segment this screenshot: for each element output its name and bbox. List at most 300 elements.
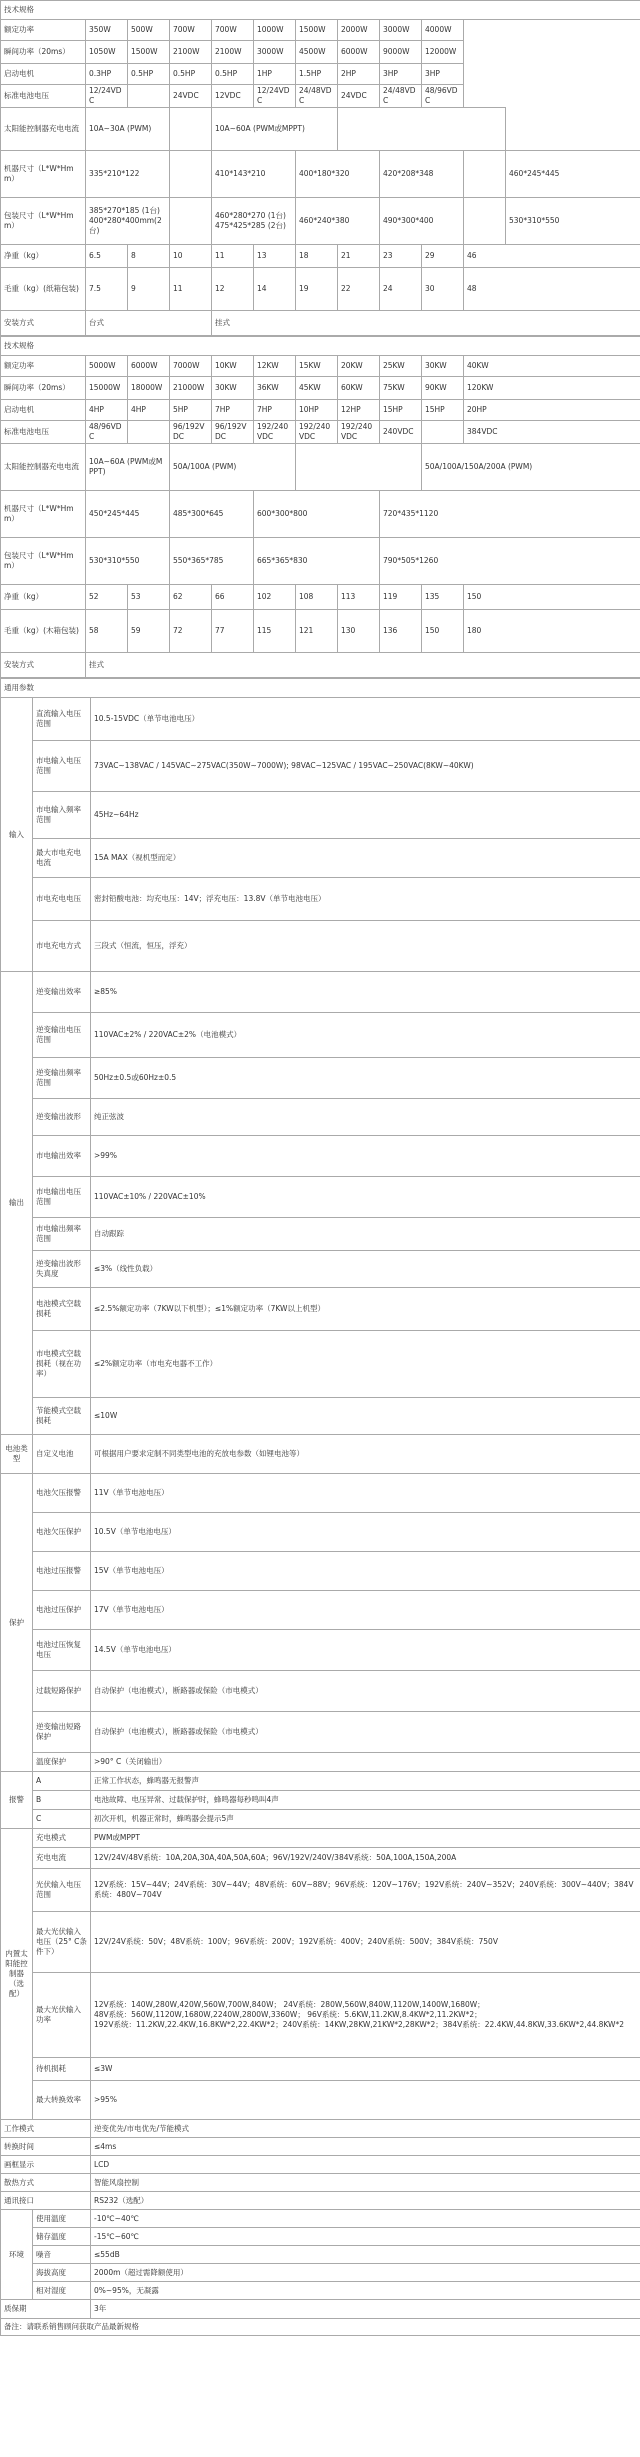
spec-cell: 30KW xyxy=(422,356,464,377)
spec-cell: 15HP xyxy=(380,400,422,421)
param-row xyxy=(1,1435,640,1474)
param-row xyxy=(1,2246,640,2264)
param-row xyxy=(1,1058,640,1099)
param-value: 逆变优先/市电优先/节能模式 xyxy=(91,2120,640,2138)
param-value: -15℃~60℃ xyxy=(91,2228,640,2246)
spec-cell: 0.5HP xyxy=(128,64,170,85)
spec-cell: 22 xyxy=(338,268,380,311)
param-row xyxy=(1,1671,640,1712)
spec-cell: 12VDC xyxy=(212,85,254,108)
spec-cell: 460*280*270 (1台) 475*425*285 (2台) xyxy=(212,198,296,245)
spec-cell: 4HP xyxy=(86,400,128,421)
spec-cell: 1000W xyxy=(254,20,296,41)
spec-cell: 24/48VDC xyxy=(296,85,338,108)
param-label: 散热方式 xyxy=(1,2174,91,2192)
spec-cell: 384VDC xyxy=(464,421,640,444)
param-row xyxy=(1,1513,640,1552)
spec-cell: 12HP xyxy=(338,400,380,421)
spec-cell: 530*310*550 xyxy=(86,538,170,585)
params-title: 通用参数 xyxy=(1,679,640,698)
param-value: ≤4ms xyxy=(91,2138,640,2156)
spec-cell: 62 xyxy=(170,585,212,610)
param-row xyxy=(1,1288,640,1331)
param-row xyxy=(1,1973,640,2058)
param-row xyxy=(1,2058,640,2081)
param-value: 12V/24V/48V系统：10A,20A,30A,40A,50A,60A；96V/192V/240V/384V系统：50A,100A,150A,200A xyxy=(91,1848,640,1869)
spec-cell: 2000W xyxy=(338,20,380,41)
param-label: 逆变输出频率范围 xyxy=(33,1058,91,1099)
param-label: 逆变输出效率 xyxy=(33,972,91,1013)
spec-cell: 5HP xyxy=(170,400,212,421)
spec-cell: 119 xyxy=(380,585,422,610)
param-row xyxy=(1,1474,640,1513)
spec-cell: 59 xyxy=(128,610,170,653)
spec-cell: 1.5HP xyxy=(296,64,338,85)
param-value: 45Hz~64Hz xyxy=(91,792,640,839)
row-label: 净重（kg） xyxy=(1,585,86,610)
spec-row xyxy=(1,245,640,268)
param-row xyxy=(1,2120,640,2138)
param-row xyxy=(1,1829,640,1848)
spec-cell: 53 xyxy=(128,585,170,610)
spec-cell: 720*435*1120 xyxy=(380,491,640,538)
spec-row xyxy=(1,198,640,245)
spec-row xyxy=(1,85,640,108)
spec-cell: 77 xyxy=(212,610,254,653)
param-value: 15A MAX（视机型而定） xyxy=(91,839,640,878)
spec-cell: 50A/100A/150A/200A (PWM) xyxy=(422,444,640,491)
spec-row xyxy=(1,538,640,585)
param-value: 可根据用户要求定制不同类型电池的充放电参数（如锂电池等） xyxy=(91,1435,640,1474)
param-label: 最大市电充电电流 xyxy=(33,839,91,878)
group-label: 内置太阳能控制器（选配） xyxy=(1,1829,33,2120)
group-label: 输出 xyxy=(1,972,33,1435)
row-label: 太阳能控制器充电电流 xyxy=(1,444,86,491)
spec-cell: 6000W xyxy=(128,356,170,377)
spec-cell: 192/240VDC xyxy=(338,421,380,444)
table2 xyxy=(0,336,640,678)
spec-cell: 15KW xyxy=(296,356,338,377)
spec-cell xyxy=(296,444,422,491)
spec-cell: 115 xyxy=(254,610,296,653)
spec-cell: 0.5HP xyxy=(212,64,254,85)
param-label: 逆变输出波形 xyxy=(33,1099,91,1136)
param-value: 智能风扇控制 xyxy=(91,2174,640,2192)
spec-row xyxy=(1,444,640,491)
param-label: 储存温度 xyxy=(33,2228,91,2246)
param-value: 10.5-15VDC（单节电池电压） xyxy=(91,698,640,741)
spec-cell: 108 xyxy=(296,585,338,610)
row-label: 启动电机 xyxy=(1,400,86,421)
param-row xyxy=(1,1218,640,1251)
spec-cell: 48/96VDC xyxy=(86,421,128,444)
param-row xyxy=(1,1013,640,1058)
param-row xyxy=(1,1712,640,1753)
footer-note: 备注：请联系销售顾问获取产品最新规格 xyxy=(1,2319,640,2336)
param-value: ≤10W xyxy=(91,1398,640,1435)
spec-cell: 350W xyxy=(86,20,128,41)
param-label: C xyxy=(33,1810,91,1829)
param-label: 市电输出电压范围 xyxy=(33,1177,91,1218)
spec-cell: 12/24VDC xyxy=(254,85,296,108)
spec-cell: 3HP xyxy=(380,64,422,85)
spec-cell: 400*180*320 xyxy=(296,151,380,198)
section-title: 技术规格 xyxy=(1,1,640,20)
param-row xyxy=(1,2210,640,2228)
row-label: 启动电机 xyxy=(1,64,86,85)
param-label: B xyxy=(33,1791,91,1810)
param-row xyxy=(1,1099,640,1136)
spec-cell: 490*300*400 xyxy=(380,198,464,245)
spec-cell: 150 xyxy=(422,610,464,653)
spec-row xyxy=(1,356,640,377)
spec-cell: 460*245*445 xyxy=(506,151,640,198)
spec-cell: 460*240*380 xyxy=(296,198,380,245)
param-row xyxy=(1,1552,640,1591)
spec-cell: 1500W xyxy=(128,41,170,64)
spec-row xyxy=(1,108,640,151)
spec-row xyxy=(1,653,640,678)
param-row xyxy=(1,2228,640,2246)
spec-cell: 23 xyxy=(380,245,422,268)
spec-row xyxy=(1,610,640,653)
param-row xyxy=(1,1630,640,1671)
param-label: 市电输入频率范围 xyxy=(33,792,91,839)
spec-cell: 7.5 xyxy=(86,268,128,311)
spec-cell: 12KW xyxy=(254,356,296,377)
spec-row xyxy=(1,20,640,41)
group-label: 输入 xyxy=(1,698,33,972)
spec-cell: 3000W xyxy=(380,20,422,41)
spec-cell: 192/240VDC xyxy=(254,421,296,444)
spec-cell: 4000W xyxy=(422,20,464,41)
param-label: 温度保护 xyxy=(33,1753,91,1772)
spec-cell: 2HP xyxy=(338,64,380,85)
spec-cell: 72 xyxy=(170,610,212,653)
spec-cell: 121 xyxy=(296,610,338,653)
param-label: 节能模式空载损耗 xyxy=(33,1398,91,1435)
param-label: 市电充电方式 xyxy=(33,921,91,972)
spec-cell: 10A~30A (PWM) xyxy=(86,108,170,151)
spec-cell: 19 xyxy=(296,268,338,311)
spec-cell: 21 xyxy=(338,245,380,268)
param-value: 0%~95%，无凝露 xyxy=(91,2282,640,2300)
param-value: 14.5V（单节电池电压） xyxy=(91,1630,640,1671)
spec-cell: 12/24VDC xyxy=(86,85,128,108)
param-row xyxy=(1,921,640,972)
param-label: 市电模式空载损耗（视在功率） xyxy=(33,1331,91,1398)
spec-cell: 96/192VDC xyxy=(212,421,254,444)
param-row xyxy=(1,972,640,1013)
spec-cell: 6.5 xyxy=(86,245,128,268)
spec-row xyxy=(1,491,640,538)
param-row xyxy=(1,2300,640,2319)
spec-cell: 10A~60A (PWM或MPPT) xyxy=(86,444,170,491)
spec-cell: 48/96VDC xyxy=(422,85,464,108)
param-label: 噪音 xyxy=(33,2246,91,2264)
param-row xyxy=(1,2138,640,2156)
spec-cell: 15HP xyxy=(422,400,464,421)
param-label: 画框显示 xyxy=(1,2156,91,2174)
spec-cell: 420*208*348 xyxy=(380,151,464,198)
param-row xyxy=(1,878,640,921)
group-label: 环境 xyxy=(1,2210,33,2300)
param-value: ≤2%额定功率（市电充电器不工作） xyxy=(91,1331,640,1398)
spec-row xyxy=(1,64,640,85)
spec-cell: 7HP xyxy=(212,400,254,421)
spec-cell: 790*505*1260 xyxy=(380,538,640,585)
spec-cell: 485*300*645 xyxy=(170,491,254,538)
row-label: 安装方式 xyxy=(1,311,86,336)
spec-cell: 135 xyxy=(422,585,464,610)
spec-cell xyxy=(170,108,212,151)
spec-cell: 2100W xyxy=(212,41,254,64)
param-label: 电池过压恢复电压 xyxy=(33,1630,91,1671)
param-row xyxy=(1,1791,640,1810)
spec-cell: 130 xyxy=(338,610,380,653)
param-label: 市电充电电压 xyxy=(33,878,91,921)
spec-cell: 700W xyxy=(212,20,254,41)
spec-cell: 30KW xyxy=(212,377,254,400)
spec-cell: 4500W xyxy=(296,41,338,64)
param-value: 12V系统：15V~44V；24V系统：30V~44V；48V系统：60V~88V；96V系统：120V~176V；192V系统：240V~352V；240V系统：300V~440V；384V系统：480V~704V xyxy=(91,1869,640,1912)
row-label: 标准电池电压 xyxy=(1,85,86,108)
param-label: 最大光伏输入功率 xyxy=(33,1973,91,2058)
spec-row xyxy=(1,585,640,610)
spec-cell: 335*210*122 xyxy=(86,151,170,198)
param-value: 自动跟踪 xyxy=(91,1218,640,1251)
group-label: 保护 xyxy=(1,1474,33,1772)
param-value: 初次开机，机器正常时，蜂鸣器会提示5声 xyxy=(91,1810,640,1829)
param-row xyxy=(1,1753,640,1772)
spec-cell: 14 xyxy=(254,268,296,311)
param-value: 3年 xyxy=(91,2300,640,2319)
spec-cell: 52 xyxy=(86,585,128,610)
param-value: ≤3W xyxy=(91,2058,640,2081)
spec-cell xyxy=(170,151,212,198)
row-label: 瞬间功率（20ms） xyxy=(1,41,86,64)
spec-cell: 45KW xyxy=(296,377,338,400)
param-label: 市电输出效率 xyxy=(33,1136,91,1177)
spec-cell: 11 xyxy=(212,245,254,268)
spec-cell xyxy=(464,151,506,198)
param-value: 2000m（超过需降额使用） xyxy=(91,2264,640,2282)
spec-cell: 挂式 xyxy=(86,653,640,678)
param-row xyxy=(1,1772,640,1791)
param-value: 自动保护（电池模式），断路器或保险（市电模式） xyxy=(91,1671,640,1712)
spec-cell: 21000W xyxy=(170,377,212,400)
param-label: 逆变输出电压范围 xyxy=(33,1013,91,1058)
row-label: 瞬间功率（20ms） xyxy=(1,377,86,400)
param-row xyxy=(1,1331,640,1398)
spec-cell: 24VDC xyxy=(170,85,212,108)
param-value: ≤55dB xyxy=(91,2246,640,2264)
param-row xyxy=(1,1398,640,1435)
spec-cell: 2100W xyxy=(170,41,212,64)
spec-cell: 75KW xyxy=(380,377,422,400)
spec-cell: 11 xyxy=(170,268,212,311)
spec-cell xyxy=(128,421,170,444)
spec-row xyxy=(1,151,640,198)
param-value: >95% xyxy=(91,2081,640,2120)
param-value: 电池故障、电压异常、过载保护时，蜂鸣器每秒鸣叫4声 xyxy=(91,1791,640,1810)
spec-cell: 3000W xyxy=(254,41,296,64)
spec-cell: 8 xyxy=(128,245,170,268)
spec-cell: 450*245*445 xyxy=(86,491,170,538)
param-row xyxy=(1,839,640,878)
spec-cell: 10HP xyxy=(296,400,338,421)
param-label: 过载短路保护 xyxy=(33,1671,91,1712)
param-value: 12V系统：140W,280W,420W,560W,700W,840W； 24V系统：280W,560W,840W,1120W,1400W,1680W； 48V系统：560W,1120W,1680W,2240W,2800W,3360W； 96V系统：5.6KW,11.2KW,8.4KW*2,11.2KW*2； 192V系统：11.2KW,22.4KW,16.8KW*2,22.4KW*2；240V系统：14KW,28KW,21KW*2,28KW*2；384V系统：22.4KW,44.8KW,33.6KW*2,44.8KW*2 xyxy=(91,1973,640,2058)
spec-cell: 0.5HP xyxy=(170,64,212,85)
param-label: 直流输入电压范围 xyxy=(33,698,91,741)
row-label: 毛重（kg）(纸箱包装) xyxy=(1,268,86,311)
spec-cell: 1050W xyxy=(86,41,128,64)
spec-cell: 192/240VDC xyxy=(296,421,338,444)
param-label: 电池过压保护 xyxy=(33,1591,91,1630)
spec-cell: 13 xyxy=(254,245,296,268)
param-row xyxy=(1,2264,640,2282)
param-label: 逆变输出波形失真度 xyxy=(33,1251,91,1288)
param-label: 市电输入电压范围 xyxy=(33,741,91,792)
param-value: -10℃~40℃ xyxy=(91,2210,640,2228)
spec-cell: 10KW xyxy=(212,356,254,377)
param-value: LCD xyxy=(91,2156,640,2174)
param-label: 转换时间 xyxy=(1,2138,91,2156)
param-row xyxy=(1,2081,640,2120)
spec-cell: 挂式 xyxy=(212,311,640,336)
spec-row xyxy=(1,421,640,444)
param-label: 待机损耗 xyxy=(33,2058,91,2081)
param-label: 市电输出频率范围 xyxy=(33,1218,91,1251)
param-row xyxy=(1,792,640,839)
spec-cell: 385*270*185 (1台) 400*280*400mm(2台) xyxy=(86,198,170,245)
spec-cell: 24VDC xyxy=(338,85,380,108)
spec-cell: 136 xyxy=(380,610,422,653)
param-value: 17V（单节电池电压） xyxy=(91,1591,640,1630)
spec-cell: 1500W xyxy=(296,20,338,41)
param-row xyxy=(1,2156,640,2174)
spec-cell: 3HP xyxy=(422,64,464,85)
section-title: 技术规格 xyxy=(1,337,640,356)
spec-cell xyxy=(422,421,464,444)
param-label: 电池欠压保护 xyxy=(33,1513,91,1552)
spec-cell: 50A/100A (PWM) xyxy=(170,444,296,491)
param-row xyxy=(1,2174,640,2192)
param-row xyxy=(1,1251,640,1288)
spec-cell: 700W xyxy=(170,20,212,41)
row-label: 额定功率 xyxy=(1,356,86,377)
spec-cell: 24 xyxy=(380,268,422,311)
spec-row xyxy=(1,377,640,400)
spec-cell: 120KW xyxy=(464,377,640,400)
spec-cell: 90KW xyxy=(422,377,464,400)
param-label: 充电电流 xyxy=(33,1848,91,1869)
spec-cell: 150 xyxy=(464,585,640,610)
spec-row xyxy=(1,311,640,336)
param-label: 质保期 xyxy=(1,2300,91,2319)
param-value: ≥85% xyxy=(91,972,640,1013)
spec-cell: 36KW xyxy=(254,377,296,400)
param-row xyxy=(1,698,640,741)
group-label: 报警 xyxy=(1,1772,33,1829)
param-value: 密封铅酸电池：均充电压：14V；浮充电压：13.8V（单节电池电压） xyxy=(91,878,640,921)
param-row xyxy=(1,741,640,792)
param-value: PWM或MPPT xyxy=(91,1829,640,1848)
row-label: 包装尺寸（L*W*Hmm） xyxy=(1,198,86,245)
spec-cell: 15000W xyxy=(86,377,128,400)
spec-cell: 20HP xyxy=(464,400,640,421)
param-label: 最大光伏输入电压（25° C条件下） xyxy=(33,1912,91,1973)
spec-cell: 18 xyxy=(296,245,338,268)
param-value: 正常工作状态，蜂鸣器无报警声 xyxy=(91,1772,640,1791)
spec-cell: 7HP xyxy=(254,400,296,421)
param-value: RS232（选配） xyxy=(91,2192,640,2210)
row-label: 毛重（kg）(木箱包装) xyxy=(1,610,86,653)
param-value: ≤3%（线性负载） xyxy=(91,1251,640,1288)
param-label: 自定义电池 xyxy=(33,1435,91,1474)
spec-cell: 9000W xyxy=(380,41,422,64)
param-row xyxy=(1,1136,640,1177)
spec-cell: 29 xyxy=(422,245,464,268)
spec-cell: 102 xyxy=(254,585,296,610)
param-value: >99% xyxy=(91,1136,640,1177)
spec-cell: 5000W xyxy=(86,356,128,377)
spec-cell: 58 xyxy=(86,610,128,653)
param-label: 海拔高度 xyxy=(33,2264,91,2282)
param-row xyxy=(1,2192,640,2210)
spec-cell: 12000W xyxy=(422,41,464,64)
param-value: ≤2.5%额定功率（7KW以下机型）；≤1%额定功率（7KW以上机型） xyxy=(91,1288,640,1331)
spec-cell: 9 xyxy=(128,268,170,311)
spec-cell: 6000W xyxy=(338,41,380,64)
spec-row xyxy=(1,41,640,64)
param-label: 最大转换效率 xyxy=(33,2081,91,2120)
param-label: 使用温度 xyxy=(33,2210,91,2228)
param-label: 电池欠压报警 xyxy=(33,1474,91,1513)
spec-cell: 24/48VDC xyxy=(380,85,422,108)
param-row xyxy=(1,1912,640,1973)
param-label: 逆变输出短路保护 xyxy=(33,1712,91,1753)
spec-cell: 4HP xyxy=(128,400,170,421)
param-row xyxy=(1,1177,640,1218)
param-value: 110VAC±2% / 220VAC±2%（电池模式） xyxy=(91,1013,640,1058)
spec-row xyxy=(1,268,640,311)
param-row xyxy=(1,1810,640,1829)
spec-cell: 96/192VDC xyxy=(170,421,212,444)
param-row xyxy=(1,1869,640,1912)
spec-cell xyxy=(338,108,506,151)
spec-cell: 10A~60A (PWM或MPPT) xyxy=(212,108,338,151)
row-label: 包装尺寸（L*W*Hmm） xyxy=(1,538,86,585)
spec-cell: 30 xyxy=(422,268,464,311)
param-row xyxy=(1,1848,640,1869)
param-value: 10.5V（单节电池电压） xyxy=(91,1513,640,1552)
param-value: 15V（单节电池电压） xyxy=(91,1552,640,1591)
row-label: 标准电池电压 xyxy=(1,421,86,444)
spec-cell: 台式 xyxy=(86,311,212,336)
spec-cell: 180 xyxy=(464,610,640,653)
spec-cell: 500W xyxy=(128,20,170,41)
spec-cell: 0.3HP xyxy=(86,64,128,85)
param-value: 三段式（恒流，恒压，浮充） xyxy=(91,921,640,972)
row-label: 额定功率 xyxy=(1,20,86,41)
row-label: 净重（kg） xyxy=(1,245,86,268)
group-label: 电池类型 xyxy=(1,1435,33,1474)
spec-cell: 530*310*550 xyxy=(506,198,640,245)
spec-cell: 550*365*785 xyxy=(170,538,254,585)
spec-cell: 25KW xyxy=(380,356,422,377)
